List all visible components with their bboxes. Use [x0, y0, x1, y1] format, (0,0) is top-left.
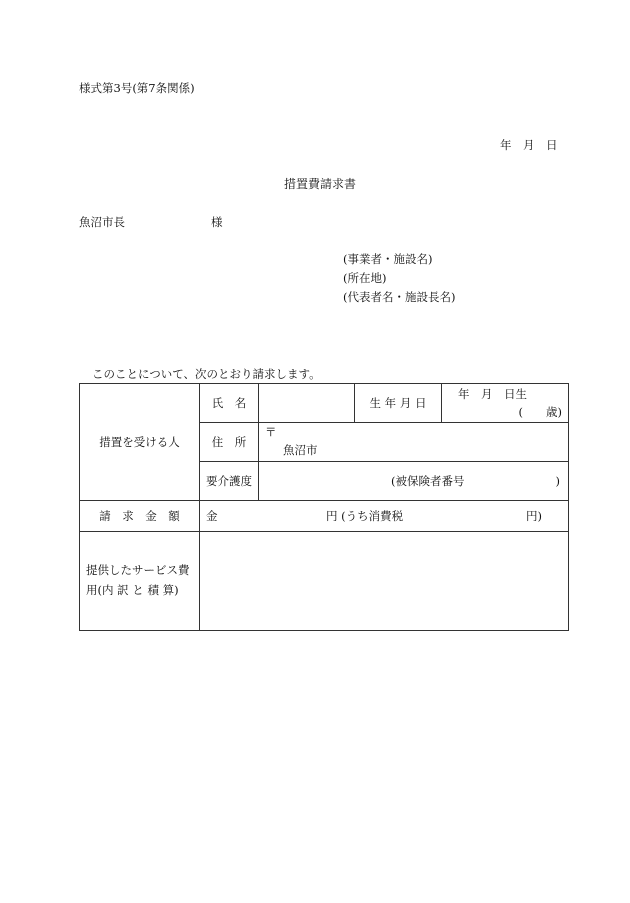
address-value: 魚沼市 — [283, 443, 318, 458]
service-label — [80, 531, 200, 630]
applicant-address: (所在地) — [343, 271, 387, 285]
applicant-business-name: (事業者・施設名) — [343, 252, 433, 266]
form-number: 様式第3号(第7条関係) — [79, 81, 195, 95]
claim-table — [79, 383, 569, 631]
amount-field[interactable] — [200, 501, 569, 531]
insured-number-close: ) — [555, 474, 560, 489]
amount-label: 請 求 金 額 — [80, 501, 200, 531]
care-level-label: 要介護度 — [200, 462, 259, 501]
birth-label: 生 年 月 日 — [355, 384, 442, 423]
address-field[interactable] — [259, 423, 569, 462]
amount-prefix: 金 — [206, 509, 218, 524]
date-line: 年 月 日 — [500, 138, 558, 152]
care-level-field[interactable] — [259, 462, 569, 501]
birth-date-text: 年 月 日生 — [458, 387, 527, 401]
address-label: 住 所 — [200, 423, 259, 462]
addressee: 魚沼市長 — [79, 215, 125, 229]
service-label-line2: 用(内 訳 と 積 算) — [86, 583, 179, 598]
amount-tax-close: 円) — [526, 509, 542, 524]
intro-text: このことについて、次のとおり請求します。 — [92, 367, 321, 381]
postal-mark: 〒 — [265, 425, 277, 440]
age-text: ( 歳) — [518, 405, 562, 419]
service-field[interactable] — [200, 531, 569, 630]
honorific: 様 — [211, 215, 223, 229]
name-field[interactable] — [259, 384, 355, 423]
recipient-label: 措置を受ける人 — [80, 384, 200, 501]
document-title: 措置費請求書 — [284, 177, 357, 191]
amount-yen-label: 円 (うち消費税 — [326, 509, 404, 524]
name-label: 氏 名 — [200, 384, 259, 423]
applicant-representative: (代表者名・施設長名) — [343, 290, 456, 304]
insured-number-label: (被保険者番号 — [391, 474, 465, 489]
service-label-line1: 提供したサービス費 — [86, 563, 190, 578]
birth-field[interactable] — [442, 384, 569, 423]
